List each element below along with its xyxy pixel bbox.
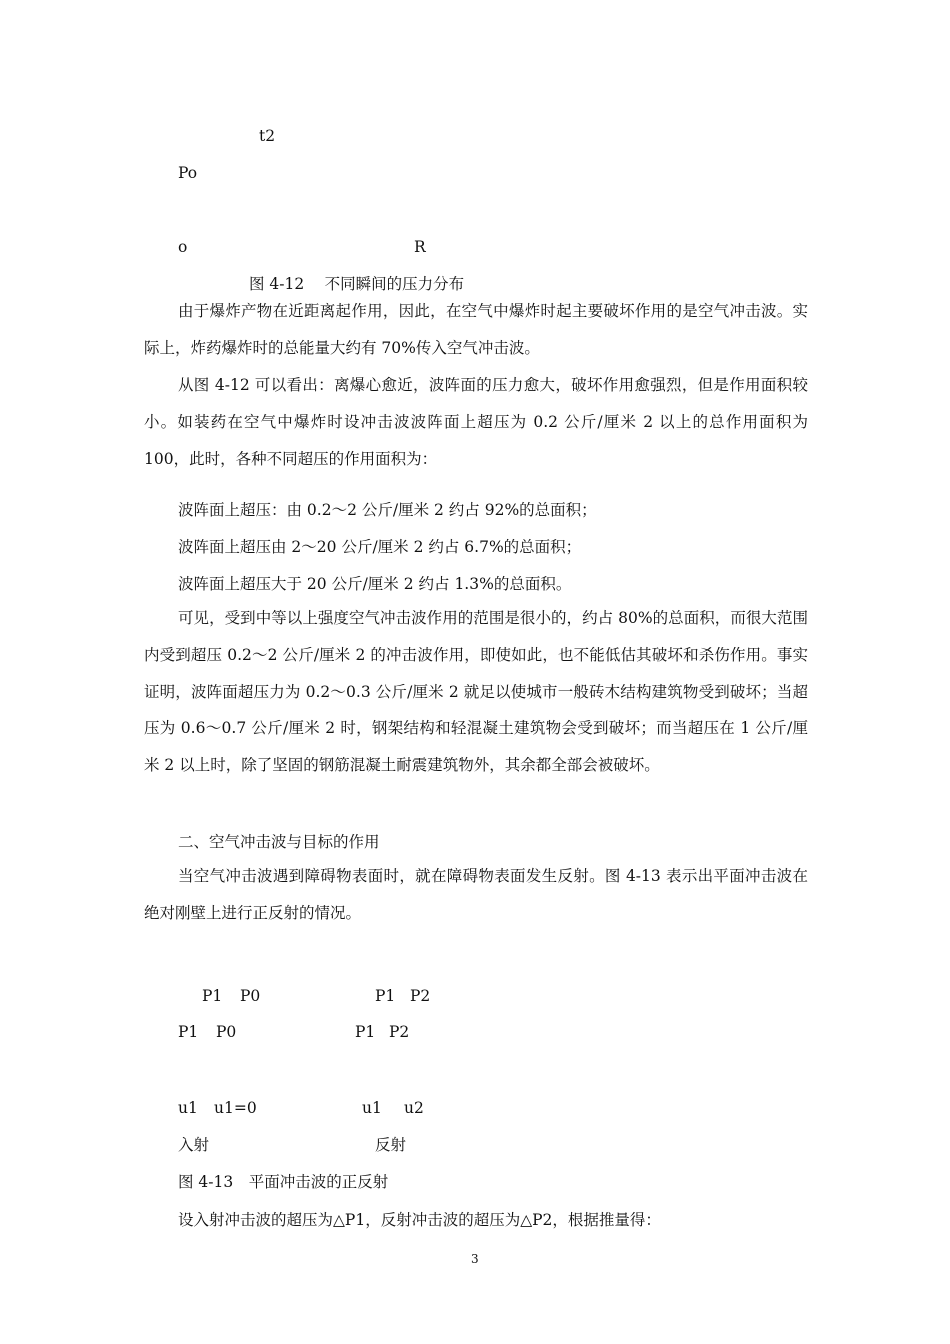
fig-label-u1-b: u1 — [362, 1099, 382, 1117]
fig-label-p1-d: P1 — [355, 1023, 376, 1041]
fig-label-p2-a: P2 — [410, 987, 431, 1005]
fig-label-p0-b: P0 — [216, 1023, 237, 1041]
paragraph-pressure-area: 从图 4-12 可以看出：离爆心愈近，波阵面的压力愈大，破坏作用愈强烈，但是作用面积较小。如装药在空气中爆炸时设冲击波波阵面上超压为 0.2 公斤/厘米 2 以上的总作用面积为 100，此时，各种不同超压的作用面积为： — [144, 376, 808, 468]
paragraph-momentum: 设入射冲击波的超压为△P1，反射冲击波的超压为△P2，根据推量得： — [178, 1211, 661, 1229]
list-item-overpressure-3: 波阵面上超压大于 20 公斤/厘米 2 约占 1.3%的总面积。 — [178, 575, 572, 593]
fig-label-p0-a: P0 — [240, 987, 261, 1005]
paragraph-reflection-intro: 当空气冲击波遇到障碍物表面时，就在障碍物表面发生反射。图 4-13 表示出平面冲击波在绝对刚壁上进行正反射的情况。 — [144, 867, 808, 922]
fig-label-u1-zero: u1=0 — [214, 1099, 257, 1117]
paragraph-damage-range: 可见，受到中等以上强度空气冲击波作用的范围是很小的，约占 80%的总面积，而很大范围内受到超压 0.2～2 公斤/厘米 2 的冲击波作用，即使如此，也不能低估其破坏和杀伤作用。事实证明，波阵面超压力为 0.2～0.3 公斤/厘米 2 就足以使城市一般砖木结构建筑物受到破坏；当超压为 0.6～0.7 公斤/厘米 2 时，钢架结构和轻混凝土建筑物会受到破坏；而当超压在 1 公斤/厘米 2 以上时，除了坚固的钢筋混凝土耐震建筑物外，其余都全部会被破坏。 — [144, 609, 808, 775]
list-item-overpressure-2: 波阵面上超压由 2～20 公斤/厘米 2 约占 6.7%的总面积； — [178, 538, 582, 556]
fig-label-incident: 入射 — [178, 1136, 210, 1154]
fig-label-r: R — [414, 238, 426, 256]
fig-label-p1-c: P1 — [178, 1023, 199, 1041]
paragraph-explosion-products: 由于爆炸产物在近距离起作用，因此，在空气中爆炸时起主要破坏作用的是空气冲击波。实际上，炸药爆炸时的总能量大约有 70%传入空气冲击波。 — [144, 302, 808, 357]
fig-label-p1-b: P1 — [375, 987, 396, 1005]
fig-label-po: Po — [178, 164, 198, 182]
page-number: 3 — [471, 1252, 479, 1266]
fig-label-reflected: 反射 — [375, 1136, 407, 1154]
section-heading: 二、空气冲击波与目标的作用 — [178, 833, 380, 851]
fig-label-origin: o — [178, 238, 188, 256]
figure-caption-4-13: 图 4-13 平面冲击波的正反射 — [178, 1173, 389, 1191]
fig-label-t2: t2 — [259, 127, 276, 145]
fig-label-p1-a: P1 — [202, 987, 223, 1005]
figure-caption-4-12: 图 4-12 不同瞬间的压力分布 — [249, 275, 465, 293]
fig-label-u1-a: u1 — [178, 1099, 198, 1117]
fig-label-u2: u2 — [404, 1099, 424, 1117]
list-item-overpressure-1: 波阵面上超压：由 0.2～2 公斤/厘米 2 约占 92%的总面积； — [178, 501, 597, 519]
fig-label-p2-b: P2 — [389, 1023, 410, 1041]
